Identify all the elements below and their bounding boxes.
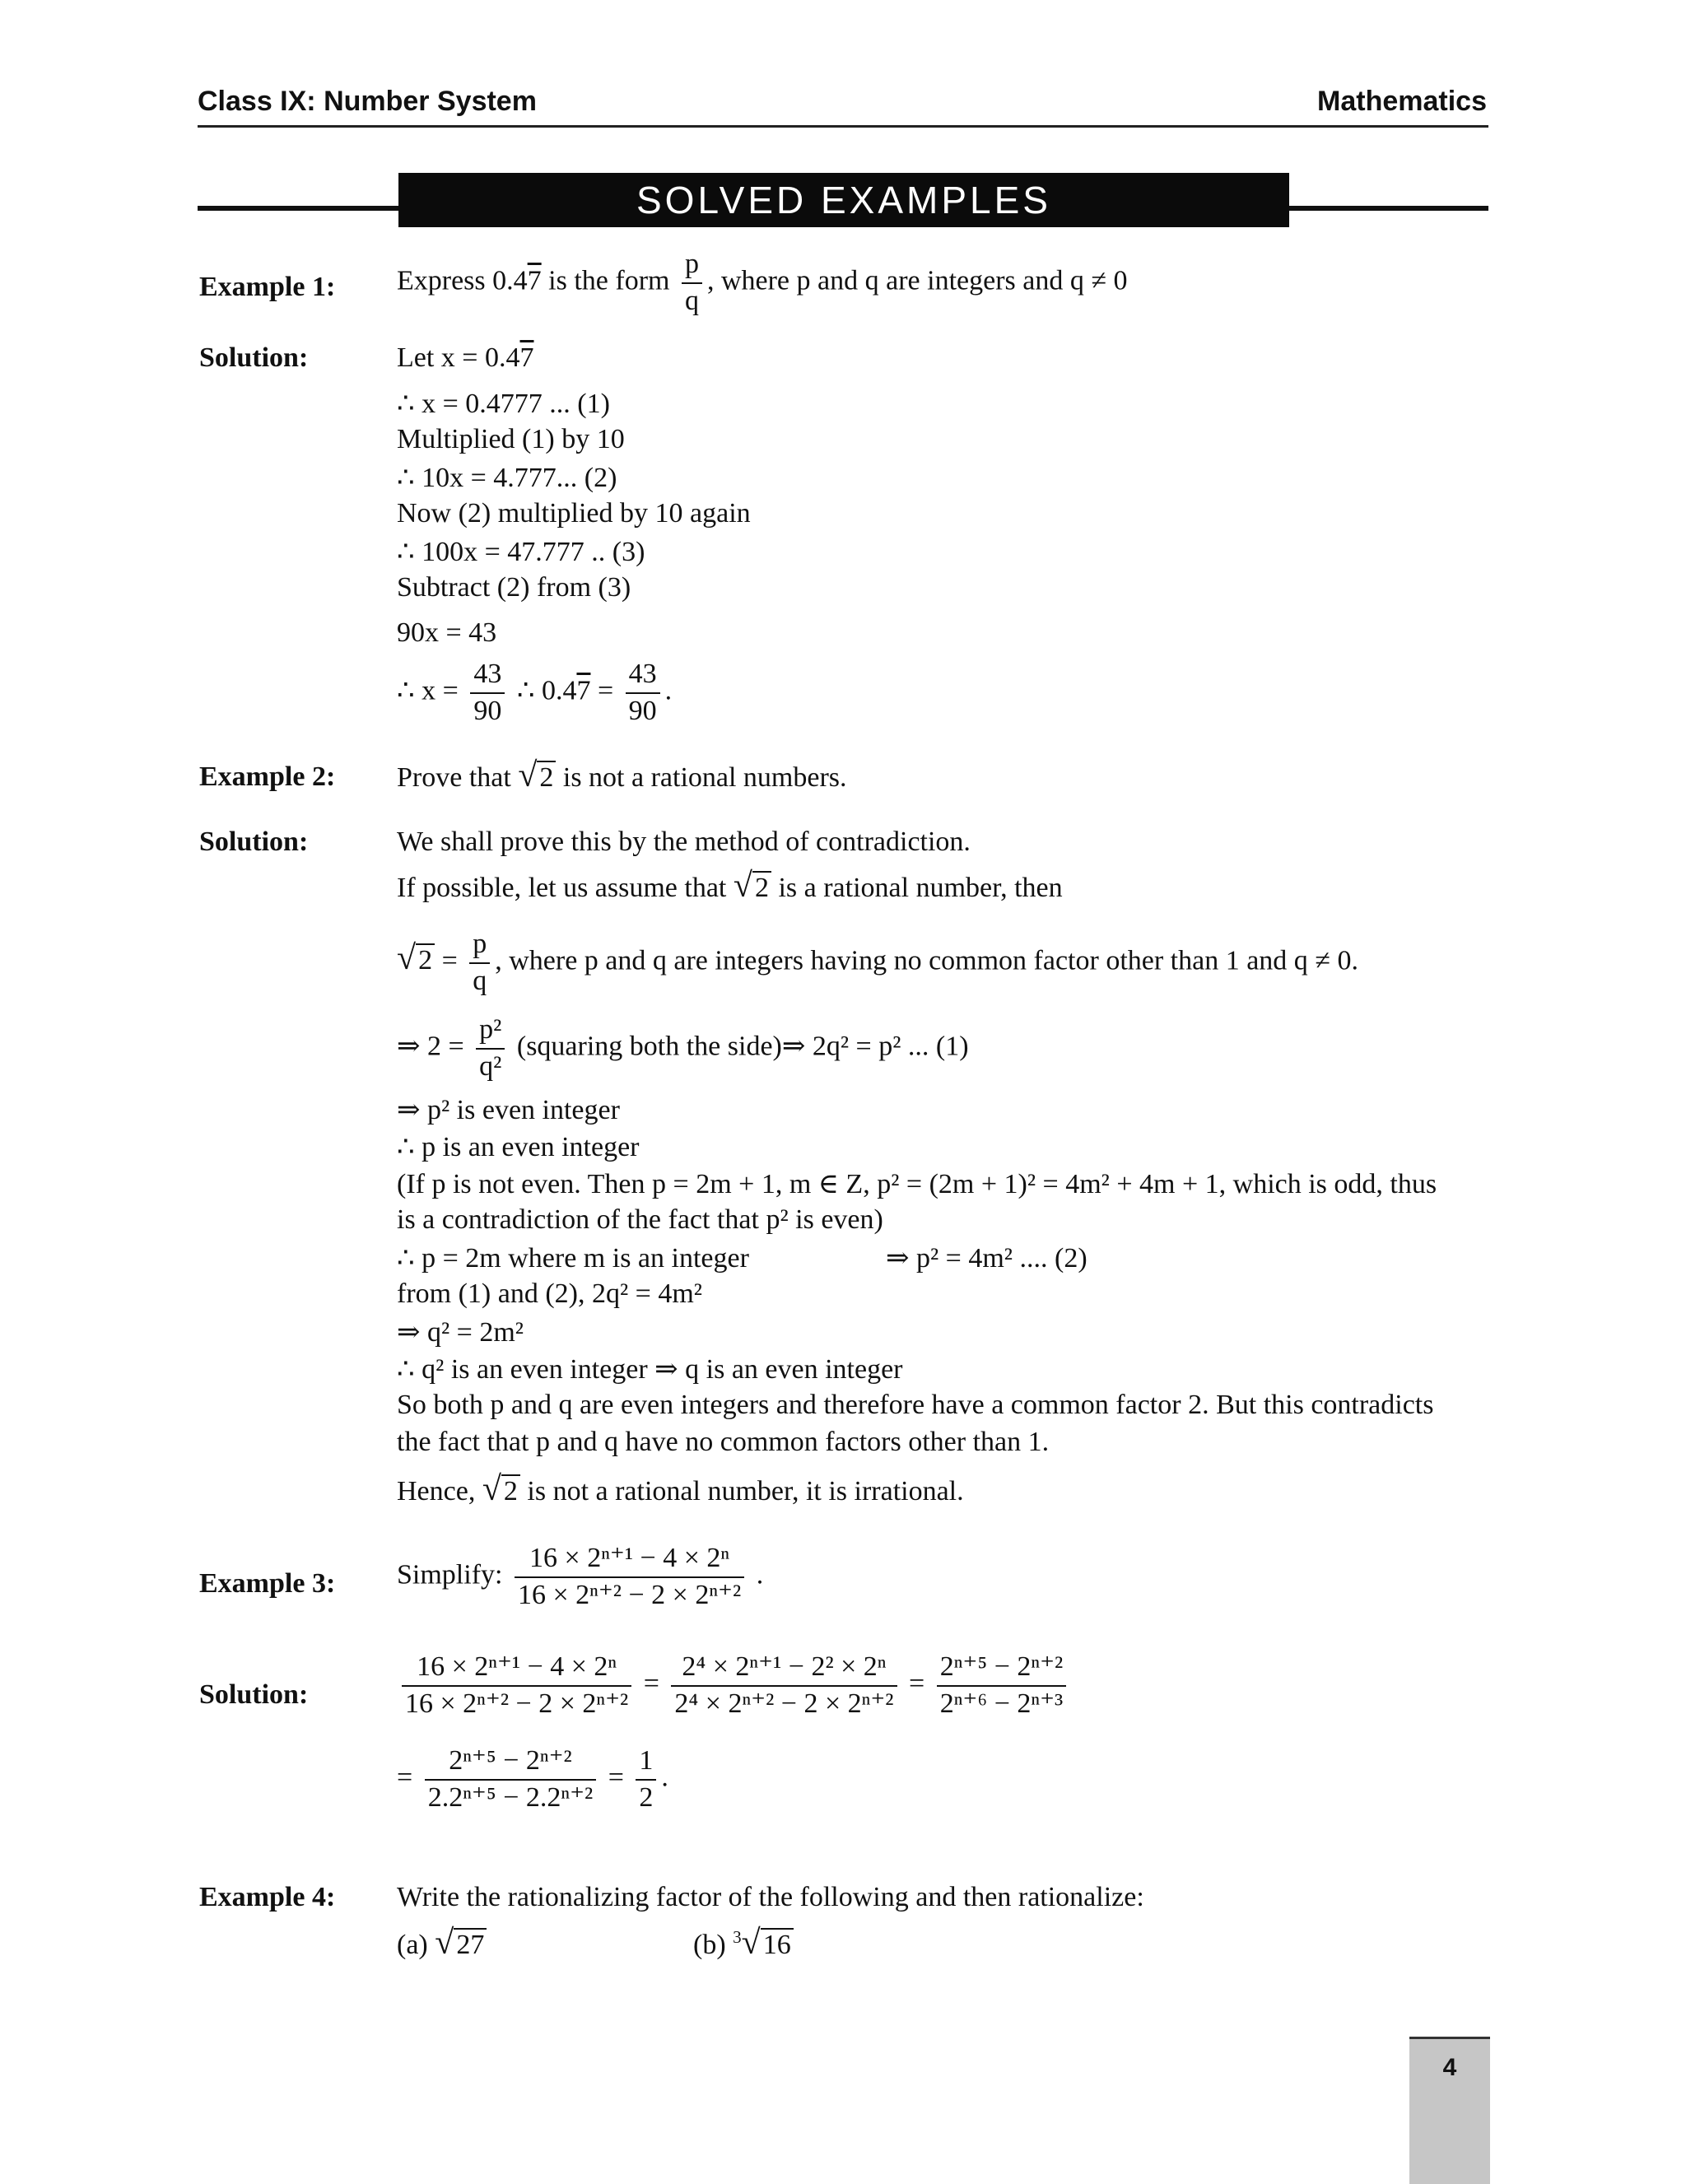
header-title: Class IX: Number System	[198, 86, 537, 117]
solution-1-label: Solution:	[199, 342, 309, 373]
solution-1-line: ∴ x = 0.4777 ... (1)	[397, 389, 610, 419]
solution-2-square: ⇒ 2 = $\frac{\text{p²}}{\text{q²}}$ (squaring both the side)⇒ 2q² = p² ... (1)	[397, 1014, 969, 1082]
solution-2-line: ∴ q² is an even integer ⇒ q is an even integer	[397, 1354, 903, 1385]
solution-1-line: Multiplied (1) by 10	[397, 424, 625, 454]
example-4-part-a: (a) √27	[397, 1923, 487, 1963]
solution-2-line: ⇒ p² is even integer	[397, 1095, 620, 1125]
p-over-q: $\frac{p}{q}$	[682, 247, 702, 319]
solution-2-line: So both p and q are even integers and therefore have a common factor 2. But this contradicts	[397, 1390, 1434, 1420]
solution-1-line: 90x = 43	[397, 617, 497, 648]
sqrt-sign: √2	[518, 756, 556, 795]
solution-1-result: ∴ x = $\frac{43}{90}$ ∴ 0.47 = $\frac{43}{90}$ .	[397, 659, 673, 726]
solution-2-line: is a contradiction of the fact that p² is even)	[397, 1204, 883, 1235]
solution-2-line: from (1) and (2), 2q² = 4m²	[397, 1278, 702, 1309]
page-number-tab	[1409, 2037, 1490, 2184]
solution-2-assume: If possible, let us assume that √2 is a rational number, then	[397, 867, 1063, 905]
solution-2-line: We shall prove this by the method of contradiction.	[397, 827, 971, 857]
solution-2-line: the fact that p and q have no common factors other than 1.	[397, 1427, 1050, 1457]
header-rule	[198, 125, 1488, 128]
solution-1-line: ∴ 100x = 47.777 .. (3)	[397, 537, 645, 567]
example-4-part-b: (b) $^3$√16	[693, 1923, 794, 1963]
example-3-label: Example 3:	[199, 1568, 336, 1599]
section-banner: SOLVED EXAMPLES	[398, 173, 1289, 227]
solution-2-conclusion: Hence, √2 is not a rational number, it is irrational.	[397, 1470, 964, 1508]
example-2-label: Example 2:	[199, 761, 336, 792]
solution-2-line: ∴ p = 2m where m is an integer	[397, 1243, 749, 1274]
solution-2-line: (If p is not even. Then p = 2m + 1, m ∈ Z, p² = (2m + 1)² = 4m² + 4m + 1, which is odd, thus	[397, 1169, 1437, 1199]
example-4-text: Write the rationalizing factor of the following and then rationalize:	[397, 1882, 1144, 1912]
example-4-label: Example 4:	[199, 1882, 336, 1912]
solution-2-line: ∴ p is an even integer	[397, 1132, 640, 1162]
example-2-text: Prove that √2 is not a rational numbers.	[397, 757, 847, 794]
solution-2-line: ⇒ p² = 4m² .... (2)	[886, 1243, 1088, 1274]
solution-2-label: Solution:	[199, 827, 309, 857]
solution-3-label: Solution:	[199, 1679, 309, 1710]
example-1-text: Express 0.47 is the form $\frac{p}{q}$ , where p and q are integers and q ≠ 0	[397, 247, 1128, 319]
solution-1-line: ∴ 10x = 4.777... (2)	[397, 463, 617, 493]
solution-1-line: Subtract (2) from (3)	[397, 572, 631, 603]
solution-2-def: √2 = $\frac{p}{q}$ , where p and q are integers having no common factor other than 1 and q ≠ 0.	[397, 929, 1358, 996]
solution-2-line: ⇒ q² = 2m²	[397, 1317, 524, 1348]
solution-1-line: Now (2) multiplied by 10 again	[397, 498, 751, 529]
solution-3-step-2: = $\frac{\text{2ⁿ⁺⁵ − 2ⁿ⁺²}}{\text{2.2ⁿ⁺⁵ − 2.2ⁿ⁺²}}$ = $\frac{1}{2}$ .	[397, 1745, 668, 1813]
page-number: 4	[1442, 2054, 1457, 2081]
example-1-label: Example 1:	[199, 272, 336, 302]
solution-3-step-1: $\frac{\text{16 × 2ⁿ⁺¹ − 4 × 2ⁿ}}{\text{16 × 2ⁿ⁺² − 2 × 2ⁿ⁺²}}$ = $\frac{\text{2⁴ × 2ⁿ⁺¹ − 2² × 2ⁿ}}{\text{2⁴ × 2ⁿ⁺² − 2 × 2ⁿ⁺²}}$ = $\frac{\text{2ⁿ⁺⁵ − 2ⁿ⁺²}}{\text{2ⁿ⁺⁶ − 2ⁿ⁺³}}$	[397, 1650, 1071, 1721]
header-subject: Mathematics	[1317, 86, 1487, 117]
solution-1-let: Let x = 0.47	[397, 342, 534, 373]
example-3-text: Simplify: $\frac{\text{16 × 2ⁿ⁺¹ − 4 × 2ⁿ}}{\text{16 × 2ⁿ⁺² − 2 × 2ⁿ⁺²}}$ .	[397, 1543, 764, 1610]
